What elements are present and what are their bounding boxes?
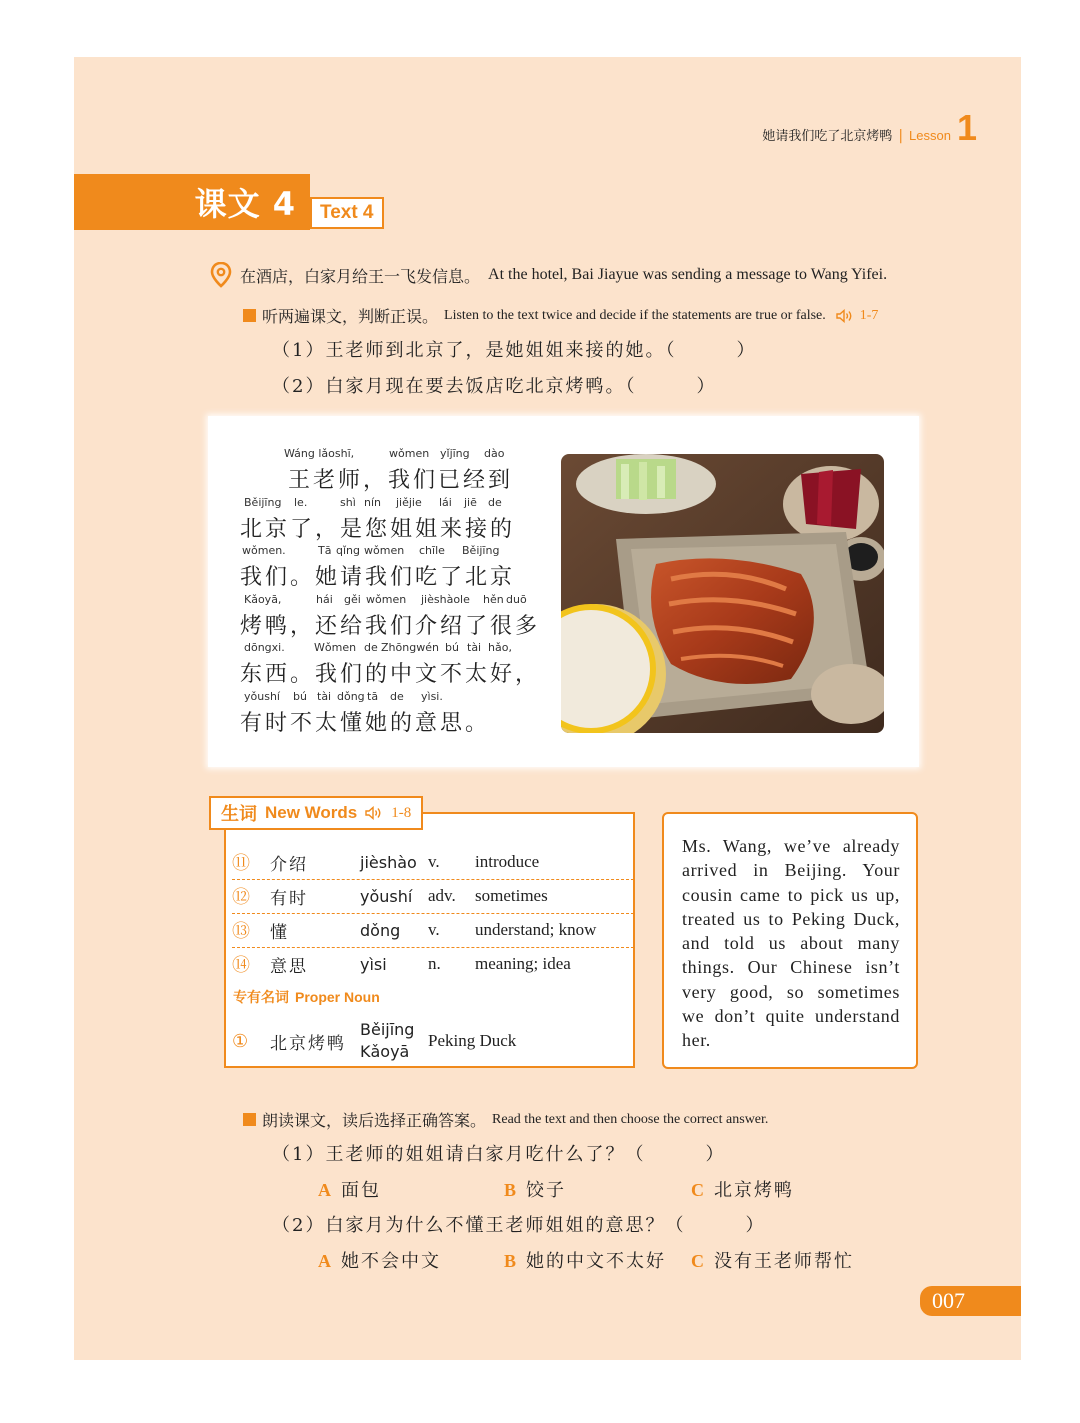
option-text: 面包 <box>341 1180 381 1201</box>
proper-noun-title-cn: 专有名词 <box>233 990 289 1006</box>
listening-statement-2: （2）白家月现在要去饭店吃北京烤鸭。（ ） <box>272 376 717 397</box>
pinyin: nín <box>364 495 381 509</box>
pinyin: tài <box>317 689 332 703</box>
pinyin: qǐng <box>336 544 360 557</box>
pinyin: wǒmen <box>389 447 430 460</box>
word-hanzi: 有时 <box>270 888 308 909</box>
listening-audio-track: 1-7 <box>859 307 879 323</box>
word-pinyin: jièshào <box>360 852 417 872</box>
pinyin: gěi <box>344 592 361 606</box>
option-letter: B <box>504 1180 519 1200</box>
answer-option[interactable] <box>504 1247 666 1273</box>
location-pin-icon <box>210 262 232 288</box>
hanzi-line: 东西。我们的中文不太好， <box>240 662 541 687</box>
listening-instruction-cn: 听两遍课文，判断正误。 <box>262 307 439 326</box>
word-pos: n. <box>428 954 441 973</box>
word-meaning: Peking Duck <box>428 1031 517 1050</box>
pinyin: yǒushí <box>244 689 280 703</box>
word-pinyin: yǒushí <box>360 886 413 906</box>
answer-option[interactable] <box>504 1176 566 1202</box>
proper-noun-title <box>233 987 380 1007</box>
answer-option[interactable] <box>691 1176 794 1202</box>
option-letter: B <box>504 1251 519 1271</box>
word-number: ⑫ <box>232 887 250 908</box>
pinyin: lái <box>439 495 452 509</box>
peking-duck-photo <box>561 454 884 733</box>
reading-instruction-en: Read the text and then choose the correct answer. <box>492 1111 769 1127</box>
word-pinyin <box>360 1019 428 1063</box>
word-hanzi: 北京烤鸭 <box>270 1033 346 1054</box>
word-pinyin: yìsi <box>360 954 387 974</box>
hanzi-line: 我们。她请我们吃了北京 <box>240 565 516 590</box>
scene-description <box>210 262 887 288</box>
pinyin: shì <box>340 495 356 509</box>
word-hanzi: 介绍 <box>270 854 308 875</box>
word-number: ⑬ <box>232 921 250 942</box>
word-pos: adv. <box>428 886 456 905</box>
hanzi-line: 有时不太懂她的意思。 <box>240 710 491 736</box>
option-letter: C <box>691 1251 706 1271</box>
option-letter: A <box>318 1180 333 1200</box>
header-separator: | <box>898 128 904 144</box>
pinyin: dǒng <box>337 689 365 703</box>
answer-option[interactable] <box>318 1176 381 1202</box>
pinyin: wǒmen <box>366 592 407 606</box>
pinyin: de <box>488 495 502 509</box>
word-hanzi: 意思 <box>270 956 308 977</box>
pinyin: Běijīng <box>244 495 282 509</box>
word-pinyin: dǒng <box>360 920 401 940</box>
pinyin: tā <box>367 689 379 703</box>
pinyin: Kǎoyā, <box>244 592 282 606</box>
reading-question-1: （1）王老师的姐姐请白家月吃什么了？（ ） <box>272 1144 726 1165</box>
hanzi-line: 王老师，我们已经到 <box>288 468 514 493</box>
pinyin: yǐjīng <box>440 447 470 460</box>
section-title-cn-tab <box>74 174 310 230</box>
new-words-title-en: New Words <box>265 803 358 822</box>
audio-speaker-icon[interactable] <box>836 309 854 323</box>
pinyin: dào <box>484 447 505 460</box>
option-letter: C <box>691 1180 706 1200</box>
pinyin: wǒmen <box>364 544 405 557</box>
running-header <box>762 107 977 148</box>
page-number: 007 <box>920 1286 1021 1316</box>
new-words-title-cn: 生词 <box>221 804 257 825</box>
proper-noun-row <box>232 1018 634 1064</box>
pinyin-part: Běijīng <box>360 1020 415 1039</box>
option-text: 北京烤鸭 <box>714 1180 794 1201</box>
word-meaning: sometimes <box>475 886 548 905</box>
lesson-number: 1 <box>956 107 977 148</box>
word-row <box>232 845 634 880</box>
pinyin: bú <box>445 641 459 654</box>
new-words-header <box>209 796 423 830</box>
pinyin: hěn <box>483 592 504 606</box>
new-words-audio-track: 1-8 <box>391 804 412 821</box>
pinyin: Wáng lǎoshī, <box>284 447 355 460</box>
pinyin: chīle <box>419 544 445 557</box>
pinyin-part: Kǎoyā <box>360 1042 410 1061</box>
word-number: ⑭ <box>232 955 250 976</box>
pinyin: jiē <box>464 495 477 509</box>
answer-option[interactable] <box>691 1247 854 1273</box>
scene-cn: 在酒店，白家月给王一飞发信息。 <box>240 266 481 286</box>
word-pos: v. <box>428 852 440 871</box>
word-number: ⑪ <box>232 853 250 874</box>
pinyin: duō <box>506 592 527 606</box>
pinyin: jiějie <box>396 495 422 509</box>
word-pos: v. <box>428 920 440 939</box>
audio-speaker-icon[interactable] <box>365 806 383 820</box>
pinyin: Tā <box>318 544 332 557</box>
word-row <box>232 947 634 981</box>
peking-duck-illustration <box>561 454 884 733</box>
word-meaning: introduce <box>475 852 540 871</box>
pinyin: yìsi. <box>421 689 443 703</box>
option-text: 她不会中文 <box>341 1251 441 1272</box>
section-title-en: Text 4 <box>310 197 384 229</box>
listening-instruction <box>243 304 878 327</box>
listening-instruction-en: Listen to the text twice and decide if the statements are true or false. <box>444 307 826 323</box>
word-hanzi: 懂 <box>270 922 289 943</box>
option-text: 饺子 <box>526 1180 567 1201</box>
pinyin: de <box>364 641 378 654</box>
pinyin: dōngxi. <box>244 641 285 654</box>
scene-en: At the hotel, Bai Jiayue was sending a message to Wang Yifei. <box>488 266 888 283</box>
section-title-cn: 课文 4 <box>194 185 296 223</box>
pinyin: hái <box>316 592 333 606</box>
option-text: 她的中文不太好 <box>526 1251 667 1272</box>
bullet-square <box>243 309 256 322</box>
pinyin: le. <box>294 495 308 509</box>
lesson-label: Lesson <box>909 128 951 143</box>
word-meaning: understand; know <box>475 920 597 939</box>
option-letter: A <box>318 1251 333 1271</box>
word-row <box>232 913 634 948</box>
pinyin: Wǒmen <box>314 641 357 654</box>
pinyin: hǎo, <box>488 641 512 654</box>
reading-question-2: （2）白家月为什么不懂王老师姐姐的意思？（ ） <box>272 1215 766 1236</box>
bullet-square <box>243 1113 256 1126</box>
word-meaning: meaning; idea <box>475 954 571 973</box>
hanzi-line: 北京了，是您姐姐来接的 <box>240 516 516 542</box>
pinyin: de <box>390 689 404 703</box>
listening-statement-1: （1）王老师到北京了，是她姐姐来接的她。（ ） <box>272 340 757 361</box>
pinyin: Běijīng <box>462 544 500 557</box>
lesson-title: 她请我们吃了北京烤鸭 <box>762 129 893 144</box>
reading-instruction-cn: 朗读课文，读后选择正确答案。 <box>262 1111 487 1130</box>
proper-noun-title-en: Proper Noun <box>295 989 380 1005</box>
pinyin: tài <box>467 641 482 654</box>
option-text: 没有王老师帮忙 <box>714 1251 854 1272</box>
pinyin: jièshàole <box>421 592 470 606</box>
pinyin: wǒmen. <box>242 544 286 557</box>
english-translation: Ms. Wang, we’ve already arrived in Beijing. Your cousin came to pick us up, treated us to Peking Duck, and told us about many things. Our Chinese isn’t very good, so sometimes we don’t quite understand her. <box>662 812 918 1069</box>
pinyin: bú <box>293 689 307 703</box>
word-row <box>232 879 634 914</box>
pinyin: Zhōngwén <box>381 641 439 654</box>
word-number: ① <box>232 1030 249 1052</box>
reading-instruction <box>243 1108 768 1131</box>
answer-option[interactable] <box>318 1247 441 1273</box>
hanzi-line: 烤鸭，还给我们介绍了很多 <box>240 613 541 639</box>
